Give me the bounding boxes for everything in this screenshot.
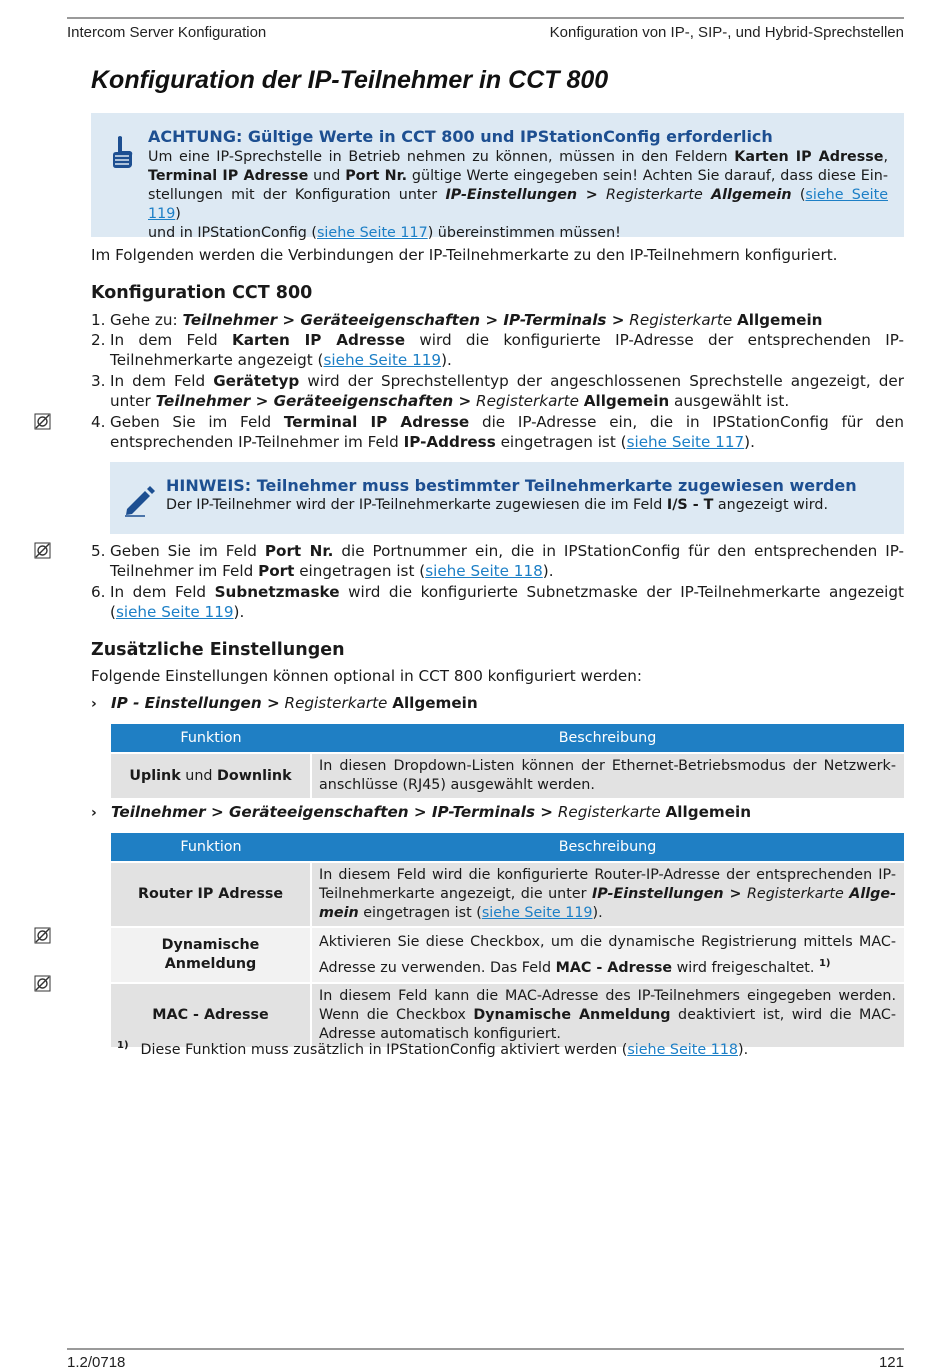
warning-box [91,113,904,241]
link-page-118[interactable]: siehe Seite 118 [627,1041,739,1058]
table-cell-function: Uplink und Downlink [111,753,311,798]
table-cell-description: In diesen Dropdown-Listen können der Ethernet-Betriebsmodus der Netzwerk-anschlüsse (RJ45) ausgewählt werden. [311,753,904,798]
warning-title: ACHTUNG: Gültige Werte in CCT 800 und IPStationConfig erforderlich [148,127,773,146]
chevron-right-icon: › [91,805,97,821]
header-right: Konfiguration von IP-, SIP-, und Hybrid-Sprechstellen [549,24,904,41]
table-row [111,753,904,798]
table-row [111,983,904,1047]
link-page-119[interactable]: siehe Seite 119 [148,187,888,222]
header-left: Intercom Server Konfiguration [67,24,267,41]
section2-intro: Folgende Einstellungen können optional in CCT 800 konfiguriert werden: [91,667,642,685]
table-cell-description: Aktivieren Sie diese Checkbox, um die dynamische Registrierung mittels MAC-Adresse zu verwenden. Das Feld MAC - Adresse wird freigeschaltet. $^{1)}$ [311,927,904,983]
footer-version: 1.2/0718 [67,1354,126,1371]
table-cell-description: In diesem Feld kann die MAC-Adresse des IP-Teilnehmers eingegeben werden. Wenn die Checkbox Dynamische Anmeldung deaktiviert ist, wird die MAC-Adresse automatisch konfiguriert. [311,983,904,1047]
link-page-119[interactable]: siehe Seite 119 [115,603,234,621]
table-header-function: Funktion [111,833,311,862]
table-cell-function: Router IP Adresse [111,862,311,927]
table-row [111,927,904,983]
table-row [111,862,904,927]
link-page-119[interactable]: siehe Seite 119 [323,351,442,369]
header-rule [67,17,904,19]
table-cell-function: Dynamische Anmeldung [111,927,311,983]
no-contact-icon [34,927,51,944]
pencil-icon [123,483,155,517]
table-cell-description: In diesem Feld wird die konfigurierte Router-IP-Adresse der entsprechenden IP-Teilnehmerkarte angezeigt, die unter IP-Einstellungen > Registerkarte Allge-mein eingetragen ist (siehe Seite 119). [311,862,904,927]
nav-path-ip-terminals: Teilnehmer > Geräteeigenschaften > IP-Terminals > Registerkarte Allgemein [111,803,752,821]
link-page-119[interactable]: siehe Seite 119 [481,905,593,921]
table-header-description: Beschreibung [311,724,904,753]
section-heading-cct800: Konfiguration CCT 800 [91,283,313,303]
link-page-117[interactable]: siehe Seite 117 [626,433,745,451]
pointing-hand-icon [110,135,134,169]
footnote: $^{1)}$ Diese Funktion muss zusätzlich in IPStationConfig aktiviert werden (siehe Seite 118). [117,1040,749,1058]
link-page-118[interactable]: siehe Seite 118 [425,562,543,580]
link-page-117[interactable]: siehe Seite 117 [316,225,428,241]
table-header-function: Funktion [111,724,311,753]
no-contact-icon [34,975,51,992]
table-ip-settings [111,724,904,798]
footer-rule [67,1348,904,1350]
warning-text: Um eine IP-Sprechstelle in Betrieb nehmen zu können, müssen in den Feldern Karten IP Adresse, Terminal IP Adresse und Port Nr. gültige Werte eingegeben sein! Achten Sie darauf, dass diese Ein- stellungen mit der Konfiguration unter IP-Einstellungen > Registerkarte Allgemein (siehe Seite 119) und in IPStationConfig (siehe Seite 117) übereinstimmen müssen! [148,149,889,241]
page-title: Konfiguration der IP-Teilnehmer in CCT 800 [91,66,609,94]
nav-path-ip-settings: IP - Einstellungen > Registerkarte Allgemein [111,694,478,712]
table-header-description: Beschreibung [311,833,904,862]
section-heading-additional: Zusätzliche Einstellungen [91,640,345,660]
no-contact-icon [34,413,51,430]
note-text: Der IP-Teilnehmer wird der IP-Teilnehmerkarte zugewiesen die im Feld I/S - T angezeigt wird. [166,497,829,513]
page-number: 121 [878,1354,904,1371]
note-title: HINWEIS: Teilnehmer muss bestimmter Teilnehmerkarte zugewiesen werden [166,476,857,495]
chevron-right-icon: › [91,696,97,712]
table-cell-function: MAC - Adresse [111,983,311,1047]
no-contact-icon [34,542,51,559]
note-box [110,462,904,534]
table-ip-terminals [111,833,904,1047]
intro-text: Im Folgenden werden die Verbindungen der IP-Teilnehmerkarte zu den IP-Teilnehmern konfiguriert. [91,246,838,264]
